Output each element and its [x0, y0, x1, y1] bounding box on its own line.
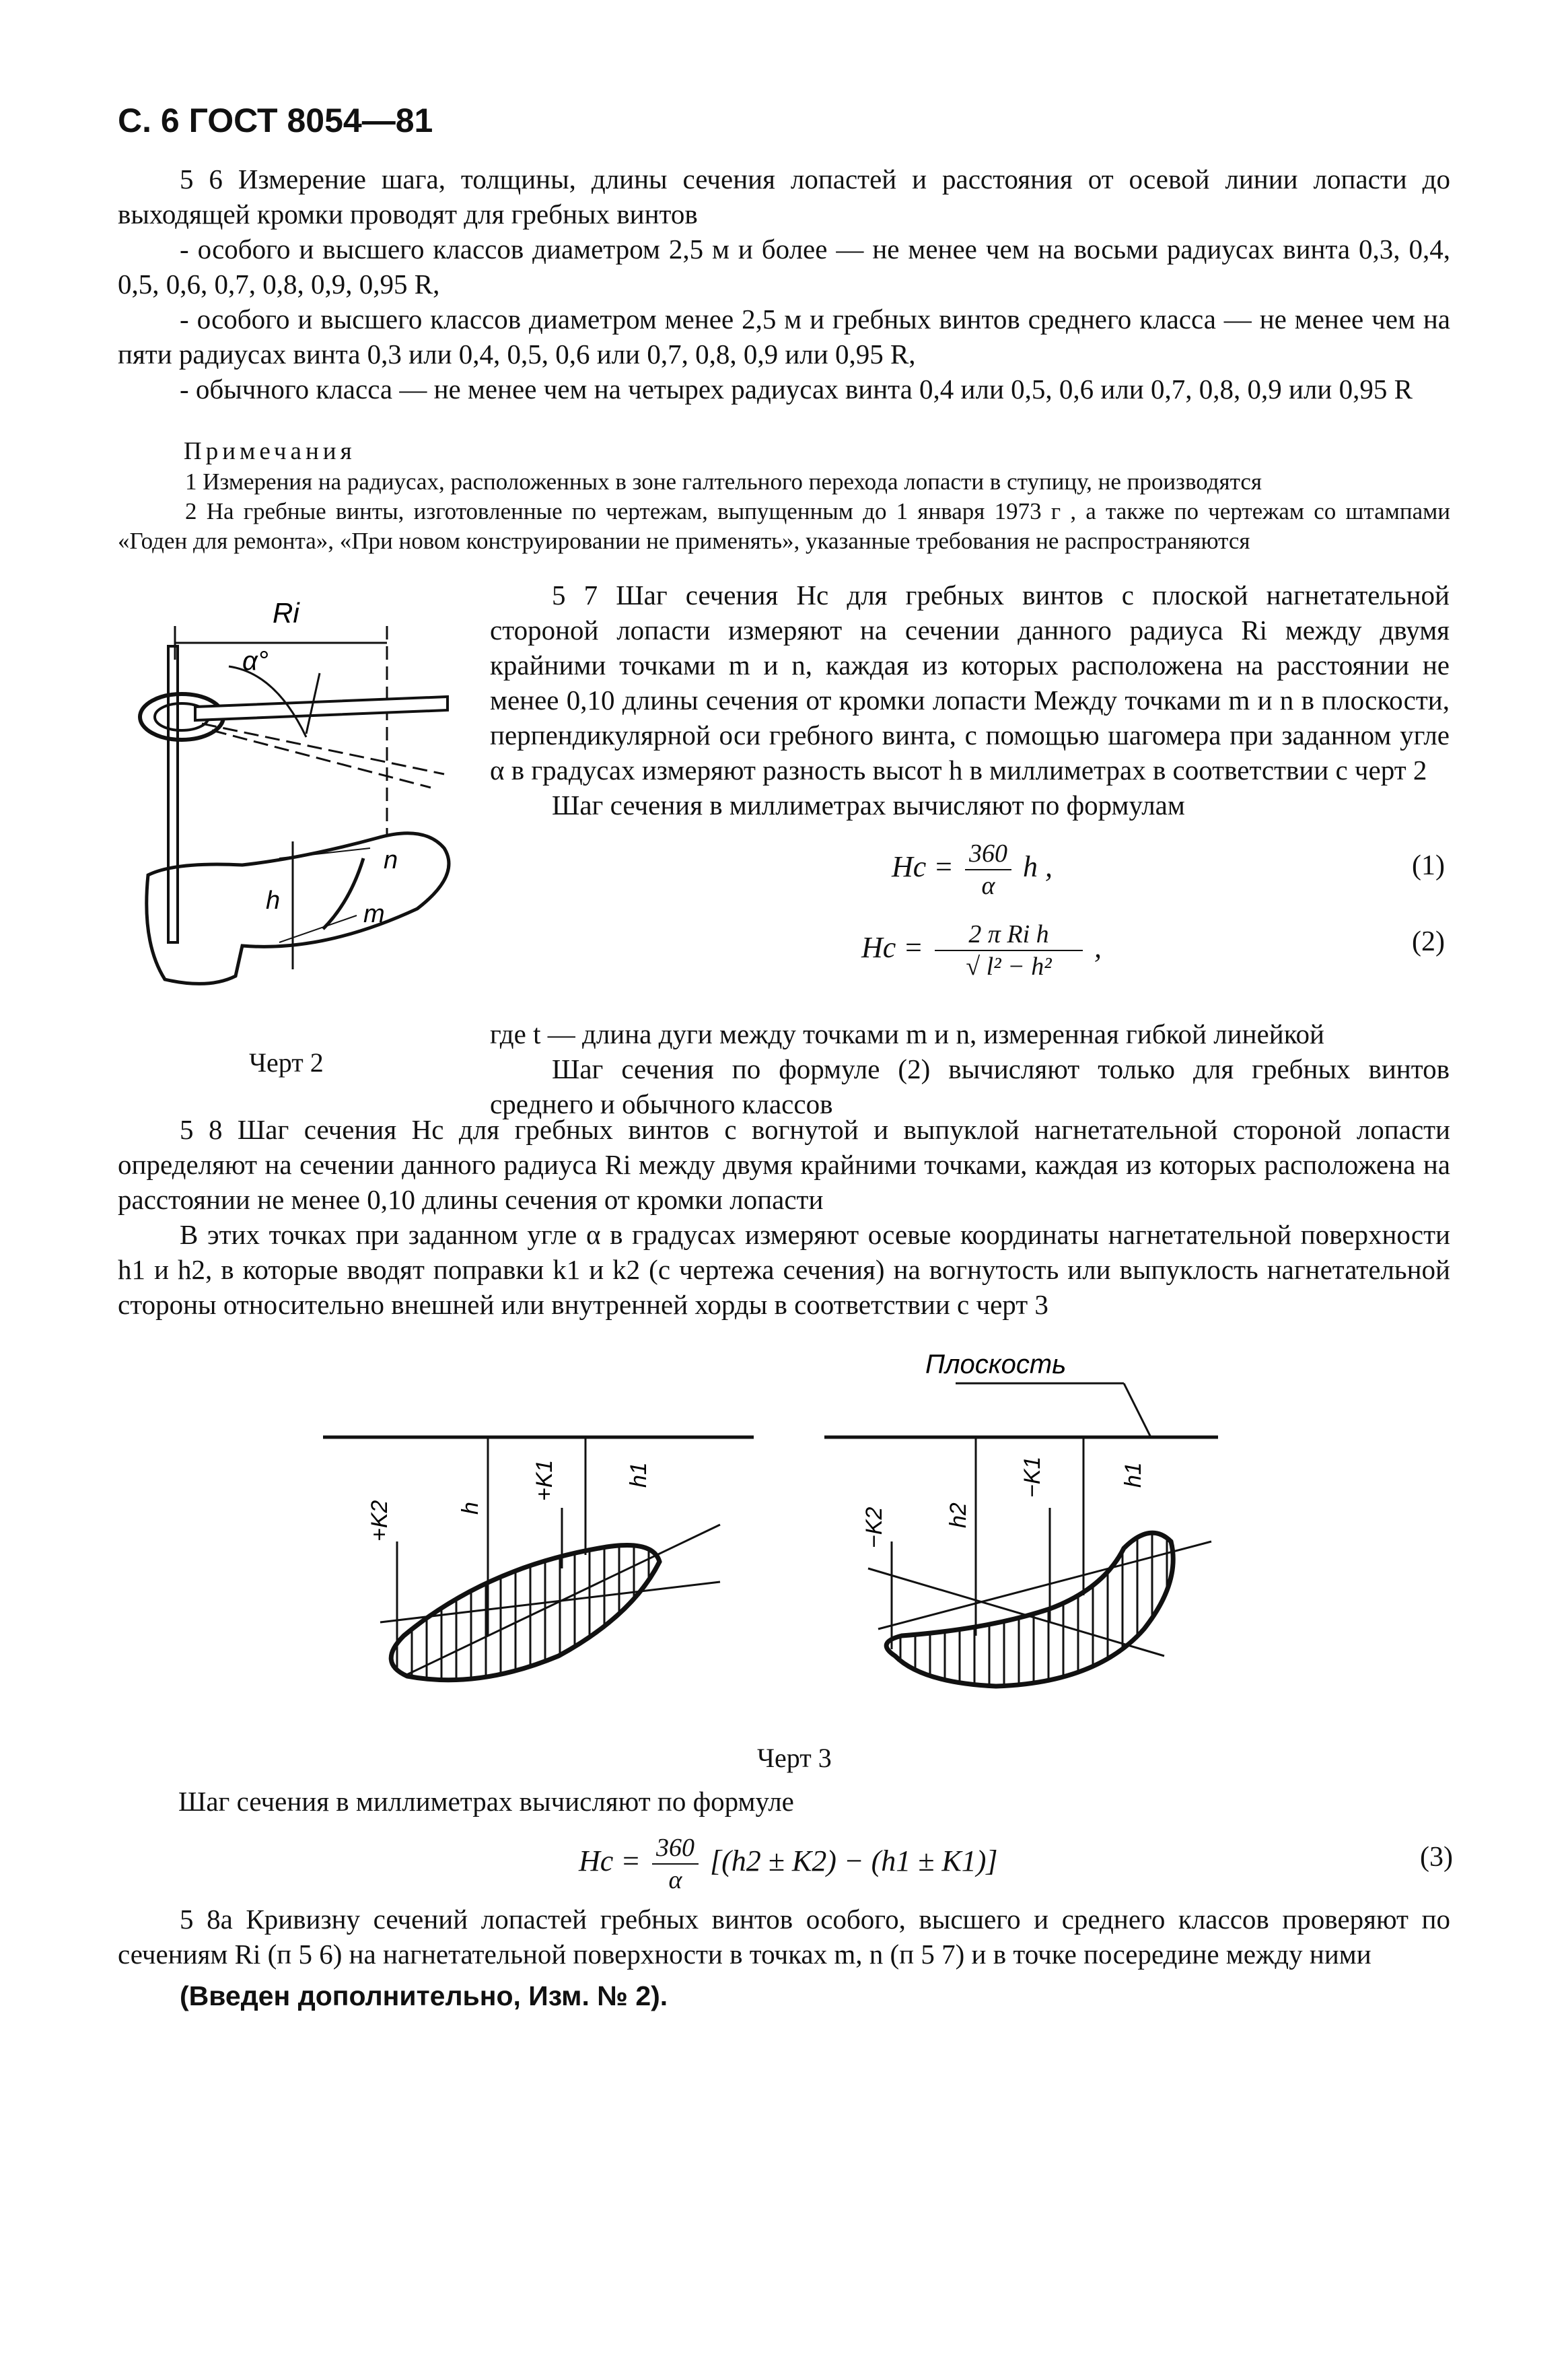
section-5-8	[118, 1112, 1450, 1322]
fig3-label-plane: Плоскость	[925, 1350, 1067, 1379]
formula-3-intro: Шаг сечения в миллиметрах вычисляют по формуле	[178, 1786, 794, 1817]
section-5-6	[118, 162, 1450, 407]
section-5-8-text-2: В этих точках при заданном угле α в градусах измеряют осевые координаты нагнетательной поверхности h1 и h2, в которые вводят поправки k1 и k2 (с чертежа сечения) на вогнутость или выпуклость нагнетательной стороны относительно внешней или внутренней хорды в соответствии с черт 3	[118, 1219, 1450, 1320]
formula-2-where: где t — длина дуги между точками m и n, измеренная гибкой линейкой	[490, 1018, 1324, 1049]
figure-3-caption: Черт 3	[757, 1743, 832, 1773]
formula-2-lhs: Hc =	[861, 931, 923, 965]
fig3-left-h: h	[458, 1502, 483, 1515]
formula-1-den: α	[981, 872, 995, 900]
formula-1-num: 360	[965, 838, 1011, 870]
formula-3-tail: [(h2 ± K2) − (h1 ± K1)]	[710, 1844, 998, 1878]
section-5-8a-text: 5 8а Кривизну сечений лопастей гребных винтов особого, высшего и среднего классов проверяют по сечениям Ri (п 5 6) на нагнетательной поверхности в точках m, n (п 5 7) и в точке посередине между ними	[118, 1904, 1450, 1970]
fig2-label-m: m	[363, 900, 385, 928]
section-5-6-intro: 5 6 Измерение шага, толщины, длины сечения лопастей и расстояния от осевой линии лопасти до выходящей кромки проводят для гребных винтов	[118, 164, 1450, 230]
fig2-label-alpha: α°	[242, 646, 269, 676]
formula-1	[892, 838, 1053, 901]
amendment-note: (Введен дополнительно, Изм. № 2).	[180, 1980, 668, 2011]
formula-2-applicability: Шаг сечения по формуле (2) вычисляют только для гребных винтов среднего и обычного классов	[490, 1053, 1450, 1119]
section-5-7-text: 5 7 Шаг сечения Hc для гребных винтов с плоской нагнетательной стороной лопасти измеряют на сечении данного радиуса Ri между двумя крайними точками m и n, каждая из которых расположена на расстоянии не менее 0,10 длины сечения от кромки лопасти Между точками m и n в плоскости, перпендикулярной оси гребного винта, с помощью шагомера при заданном угле α в градусах измеряют разность высот h в миллиметрах в соответствии с черт 2	[490, 580, 1450, 786]
figure-3-drawing	[316, 1340, 1326, 1730]
figure-2-drawing	[101, 592, 485, 1010]
fig3-left-h1: h1	[626, 1462, 651, 1488]
fig2-label-ri: Ri	[273, 597, 299, 629]
note-2: 2 На гребные винты, изготовленные по чертежам, выпущенным до 1 января 1973 г , а также по чертежам со штампами «Годен для ремонта», «При новом конструировании не применять», указанные требования не распространяются	[118, 498, 1450, 554]
formula-2-number: (2)	[1412, 926, 1445, 957]
formula-2-num: 2 π Ri h	[935, 919, 1083, 951]
notes-title: Примечания	[184, 438, 356, 465]
formula-1-number: (1)	[1412, 850, 1445, 881]
section-5-7	[490, 578, 1450, 823]
page-header: С. 6 ГОСТ 8054—81	[118, 102, 433, 139]
formula-2	[861, 919, 1102, 982]
fig3-right-k2: −K2	[861, 1506, 887, 1548]
formula-3-lhs: Hc =	[579, 1844, 641, 1878]
section-5-7-notes	[490, 1016, 1450, 1121]
section-5-6-item-1: - особого и высшего классов диаметром 2,5 м и более — не менее чем на восьми радиусах винта 0,3, 0,4, 0,5, 0,6, 0,7, 0,8, 0,9, 0,95 R,	[118, 234, 1450, 300]
fig3-left-k2: +K2	[367, 1500, 392, 1541]
notes-block	[118, 436, 1450, 556]
formula-1-lhs: Hc =	[892, 850, 954, 884]
fig3-right-h1: h1	[1120, 1462, 1146, 1488]
fig3-right-k1: −K1	[1020, 1456, 1045, 1498]
formula-1-tail: h ,	[1023, 850, 1053, 884]
note-1: 1 Измерения на радиусах, расположенных в зоне галтельного перехода лопасти в ступицу, не производятся	[185, 469, 1262, 495]
formula-3-den: α	[668, 1866, 682, 1894]
section-5-6-item-3: - обычного класса — не менее чем на четырех радиусах винта 0,4 или 0,5, 0,6 или 0,7, 0,8, 0,9 или 0,95 R	[180, 374, 1413, 405]
fig3-left-k1: +K1	[532, 1459, 557, 1501]
formula-2-den: √ l² − h²	[966, 952, 1052, 981]
figure-2-caption: Черт 2	[249, 1047, 324, 1078]
formula-2-tail: ,	[1094, 931, 1102, 965]
formula-3	[579, 1832, 998, 1896]
fig2-label-n: n	[384, 846, 398, 874]
formula-3-num: 360	[652, 1832, 699, 1865]
fig3-right-h2: h2	[946, 1502, 971, 1528]
fig2-label-h: h	[266, 887, 281, 915]
formula-3-number: (3)	[1420, 1842, 1453, 1873]
section-5-6-item-2: - особого и высшего классов диаметром менее 2,5 м и гребных винтов среднего класса — не менее чем на пяти радиусах винта 0,3 или 0,4, 0,5, 0,6 или 0,7, 0,8, 0,9 или 0,95 R,	[118, 304, 1450, 370]
section-5-8a	[118, 1902, 1450, 2013]
section-5-8-text: 5 8 Шаг сечения Hc для гребных винтов с вогнутой и выпуклой нагнетательной стороной лопасти определяют на сечении данного радиуса Ri между двумя крайними точками, каждая из которых расположена на расстоянии не менее 0,10 длины сечения от кромки лопасти	[118, 1114, 1450, 1215]
section-5-7-calc: Шаг сечения в миллиметрах вычисляют по формулам	[552, 790, 1185, 821]
